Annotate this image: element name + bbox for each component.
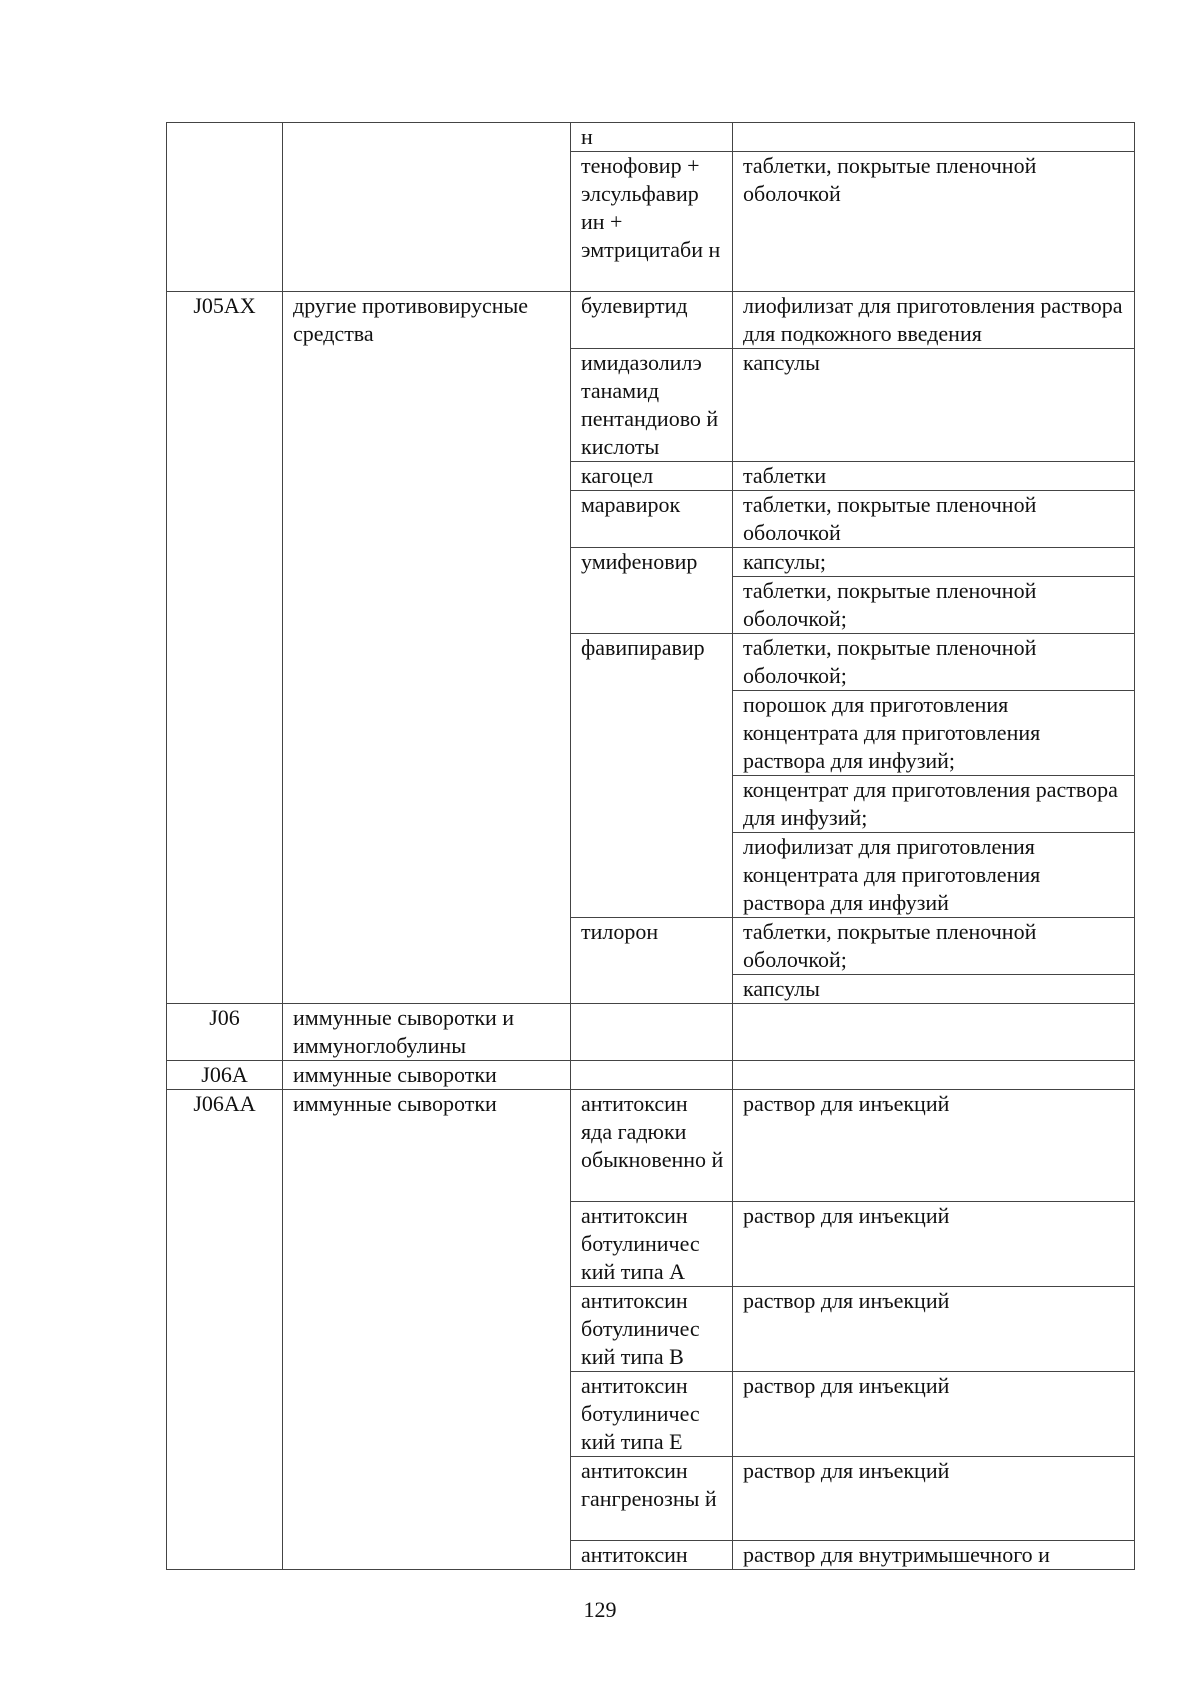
drug-name-cell: антитоксин ботулиничес кий типа A (571, 1202, 733, 1287)
group-name-cell: другие противовирусные средства (283, 292, 571, 1004)
atc-code-cell (167, 123, 283, 292)
dosage-form-cell: таблетки (733, 462, 1135, 491)
drug-name-cell: умифеновир (571, 548, 733, 634)
group-name-cell: иммунные сыворотки (283, 1061, 571, 1090)
drug-name-cell: антитоксин гангренозны й (571, 1457, 733, 1541)
page-number: 129 (583, 1597, 617, 1622)
dosage-form-cell: таблетки, покрытые пленочной оболочкой (733, 152, 1135, 292)
drug-table (166, 122, 1135, 1570)
dosage-form-cell: таблетки, покрытые пленочной оболочкой; (733, 634, 1135, 691)
dosage-form-cell: лиофилизат для приготовления концентрата для приготовления раствора для инфузий (733, 833, 1135, 918)
dosage-form-cell: раствор для внутримышечного и (733, 1541, 1135, 1570)
group-name-cell: иммунные сыворотки (283, 1090, 571, 1570)
drug-name-cell (571, 1004, 733, 1061)
drug-name-cell (571, 1061, 733, 1090)
table-row (167, 1090, 1135, 1202)
drug-name-cell: антитоксин ботулиничес кий типа B (571, 1287, 733, 1372)
atc-code-cell: J06A (167, 1061, 283, 1090)
drug-name-cell: тилорон (571, 918, 733, 1004)
drug-name-cell: имидазолилэ танамид пентандиово й кислоты (571, 349, 733, 462)
dosage-form-cell: таблетки, покрытые пленочной оболочкой (733, 491, 1135, 548)
atc-code-cell: J05AX (167, 292, 283, 1004)
dosage-form-cell (733, 123, 1135, 152)
drug-name-cell: маравирок (571, 491, 733, 548)
dosage-form-cell: лиофилизат для приготовления раствора для подкожного введения (733, 292, 1135, 349)
dosage-form-cell: раствор для инъекций (733, 1202, 1135, 1287)
dosage-form-cell: капсулы (733, 349, 1135, 462)
table-row (167, 292, 1135, 349)
dosage-form-cell: таблетки, покрытые пленочной оболочкой; (733, 918, 1135, 975)
atc-code-cell: J06 (167, 1004, 283, 1061)
table-row (167, 1061, 1135, 1090)
group-name-cell: иммунные сыворотки и иммуноглобулины (283, 1004, 571, 1061)
group-name-cell (283, 123, 571, 292)
dosage-form-cell: таблетки, покрытые пленочной оболочкой; (733, 577, 1135, 634)
drug-name-cell: тенофовир + элсульфавир ин + эмтрицитаби н (571, 152, 733, 292)
dosage-form-cell: концентрат для приготовления раствора для инфузий; (733, 776, 1135, 833)
dosage-form-cell: раствор для инъекций (733, 1457, 1135, 1541)
table-row (167, 123, 1135, 152)
dosage-form-cell: капсулы (733, 975, 1135, 1004)
drug-name-cell: н (571, 123, 733, 152)
dosage-form-cell (733, 1061, 1135, 1090)
dosage-form-cell: капсулы; (733, 548, 1135, 577)
drug-name-cell: фавипиравир (571, 634, 733, 918)
dosage-form-cell (733, 1004, 1135, 1061)
table-row (167, 1004, 1135, 1061)
dosage-form-cell: порошок для приготовления концентрата для приготовления раствора для инфузий; (733, 691, 1135, 776)
drug-name-cell: кагоцел (571, 462, 733, 491)
drug-name-cell: антитоксин яда гадюки обыкновенно й (571, 1090, 733, 1202)
dosage-form-cell: раствор для инъекций (733, 1372, 1135, 1457)
dosage-form-cell: раствор для инъекций (733, 1090, 1135, 1202)
atc-code-cell: J06AA (167, 1090, 283, 1570)
drug-name-cell: антитоксин ботулиничес кий типа E (571, 1372, 733, 1457)
dosage-form-cell: раствор для инъекций (733, 1287, 1135, 1372)
drug-name-cell: булевиртид (571, 292, 733, 349)
drug-name-cell: антитоксин (571, 1541, 733, 1570)
